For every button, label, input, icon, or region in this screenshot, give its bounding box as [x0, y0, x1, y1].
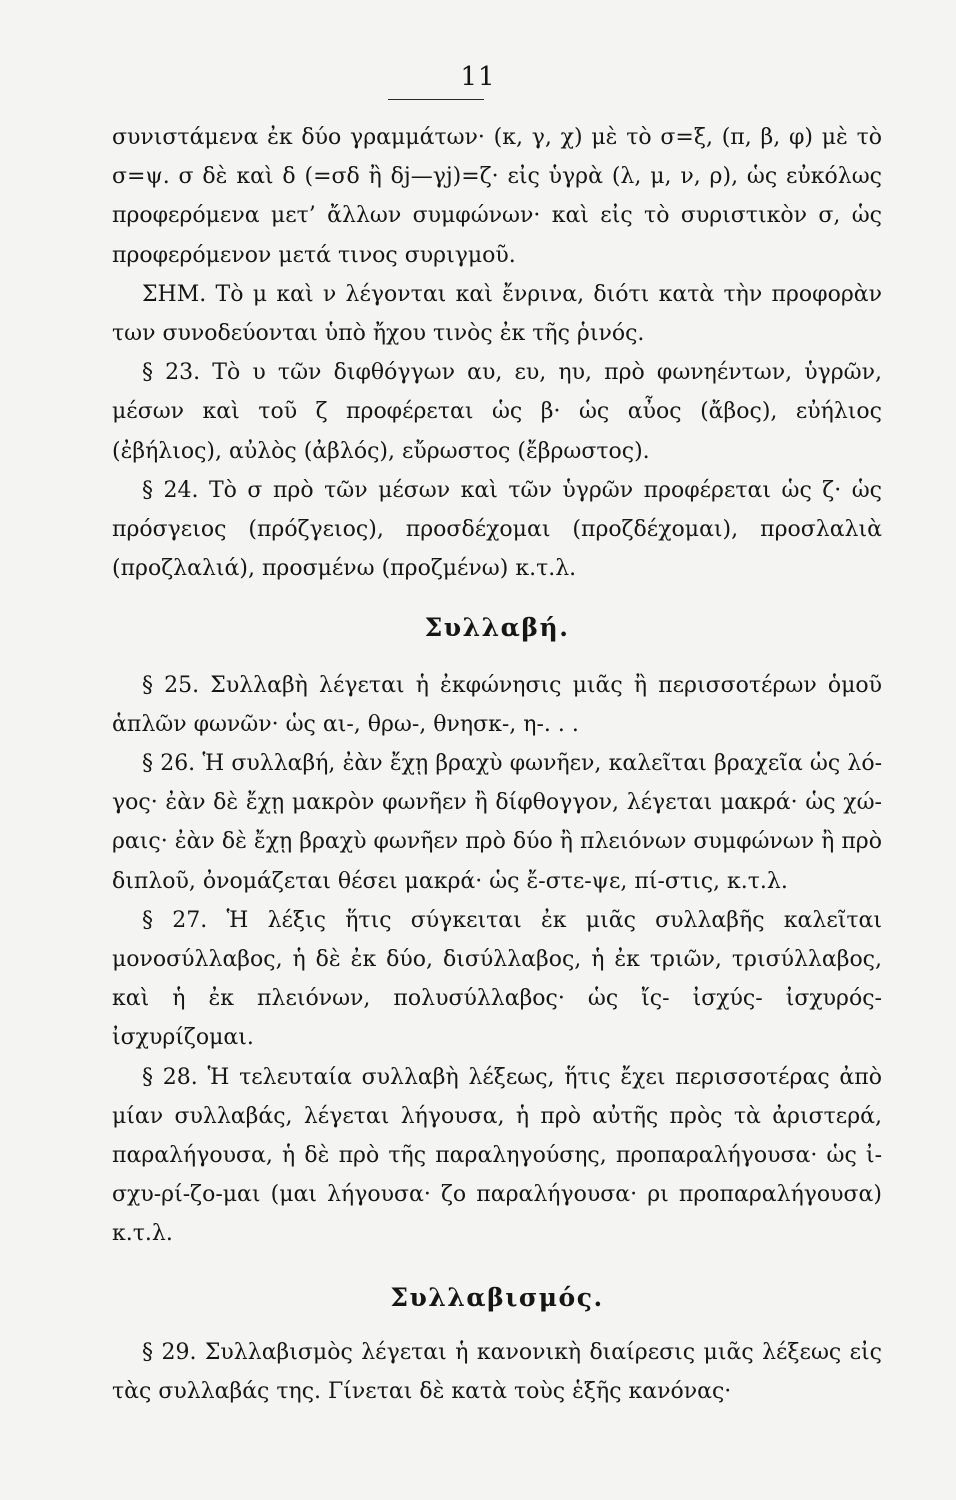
- paragraph-continuation: συνιστάμενα ἐκ δύο γραμμάτων· (κ, γ, χ) μὲ τὸ σ=ξ, (π, β, φ) μὲ τὸ σ=ψ. σ δὲ καὶ δ (=σδ ἢ δj—γj)=ζ· εἰς ὑγρὰ (λ, μ, ν, ρ), ὡς εὐκόλως προφερόμενα μετ’ ἄλλων συμφώνων· καὶ εἰς τὸ συριστικὸν σ, ὡς προφερόμενον μετά τινος συριγμοῦ.: [112, 125, 882, 268]
- paragraph-24: § 24. Τὸ σ πρὸ τῶν μέσων καὶ τῶν ὑγρῶν προφέρεται ὡς ζ· ὡς πρόσγειος (πρόζγειος), προσδέχομαι (προζδέχομαι), προσλαλιὰ (προζλαλιά), προσμένω (προζμένω) κ.τ.λ.: [112, 477, 882, 582]
- heading-syllabismos: Συλλαβισμός.: [390, 1282, 604, 1312]
- page-number: 11: [460, 62, 496, 92]
- paragraph-25: § 25. Συλλαβὴ λέγεται ἡ ἐκφώνησις μιᾶς ἢ περισσοτέρων ὁμοῦ ἁπλῶν φωνῶν· ὡς αι-, θρω-, θνησκ-, η-. . .: [112, 672, 882, 737]
- heading-syllabe: Συλλαβή.: [424, 613, 570, 643]
- paragraph-28: § 28. Ἡ τελευταία συλλαβὴ λέξεως, ἥτις ἔχει περισσοτέρας ἀπὸ μίαν συλλαβάς, λέγεται λήγουσα, ἡ πρὸ αὐτῆς πρὸς τὰ ἀριστερά, παραλήγουσα, ἡ δὲ πρὸ τῆς παραληγούσης, προπαραλήγουσα· ὡς ἰ-σχυ-ρί-ζο-μαι (μαι λήγουσα· ζο παραλήγουσα· ρι προπαραλήγουσα) κ.τ.λ.: [112, 1064, 882, 1247]
- header-rule: [388, 99, 484, 100]
- paragraph-26: § 26. Ἡ συλλαβή, ἐὰν ἔχῃ βραχὺ φωνῆεν, καλεῖται βραχεῖα ὡς λό-γος· ἐὰν δὲ ἔχῃ μακρὸν φωνῆεν ἢ δίφθογγον, λέγεται μακρά· ὡς χώ-ραις· ἐὰν δὲ ἔχῃ βραχὺ φωνῆεν πρὸ δύο ἢ πλειόνων συμφώνων ἢ πρὸ διπλοῦ, ὀνομάζεται θέσει μακρά· ὡς ἔ-στε-ψε, πί-στις, κ.τ.λ.: [112, 751, 882, 894]
- paragraph-note: ΣΗΜ. Τὸ μ καὶ ν λέγονται καὶ ἔνρινα, διότι κατὰ τὴν προφορὰν των συνοδεύονται ὑπὸ ἤχου τινὸς ἐκ τῆς ῥινός.: [112, 281, 882, 347]
- paragraph-29: § 29. Συλλαβισμὸς λέγεται ἡ κανονικὴ διαίρεσις μιᾶς λέξεως εἰς τὰς συλλαβάς της. Γίνεται δὲ κατὰ τοὺς ἑξῆς κανόνας·: [112, 1339, 882, 1405]
- paragraph-27: § 27. Ἡ λέξις ἥτις σύγκειται ἐκ μιᾶς συλλαβῆς καλεῖται μονοσύλλαβος, ἡ δὲ ἐκ δύο, δισύλλαβος, ἡ ἐκ τριῶν, τρισύλλαβος, καὶ ἡ ἐκ πλειόνων, πολυσύλλαβος· ὡς ἴς- ἰσχύς- ἰσχυρός- ἰσχυρίζομαι.: [112, 907, 882, 1051]
- paragraph-23: § 23. Τὸ υ τῶν διφθόγγων αυ, ευ, ηυ, πρὸ φωνηέντων, ὑγρῶν, μέσων καὶ τοῦ ζ προφέρεται ὡς β· ὡς αὖος (ἄβος), εὐήλιος (ἐβήλιος), αὐλὸς (ἀβλός), εὔρωστος (ἔβρωστος).: [112, 360, 882, 464]
- body-text: [112, 118, 882, 1411]
